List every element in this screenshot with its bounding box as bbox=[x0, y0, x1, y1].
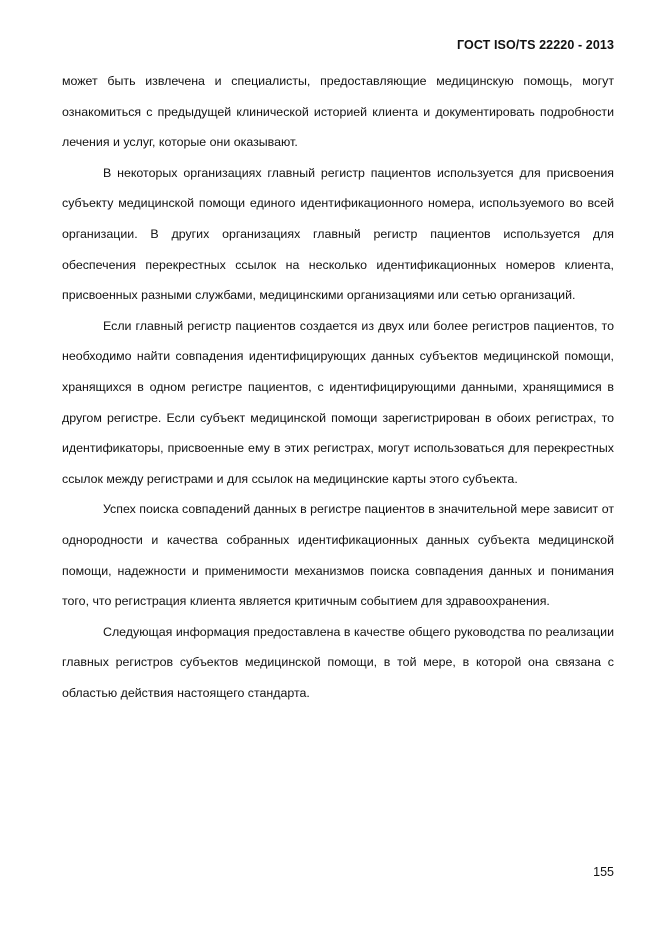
paragraph-continued: может быть извлечена и специалисты, предоставляющие медицинскую помощь, могут ознакомиться с предыдущей клинической историей клиента и документировать подробности лечения и услуг, которые они оказывают. bbox=[62, 74, 614, 150]
document-body bbox=[62, 66, 614, 708]
document-header: ГОСТ ISO/TS 22220 - 2013 bbox=[457, 38, 614, 52]
paragraph: Успех поиска совпадений данных в регистре пациентов в значительной мере зависит от однородности и качества собранных идентификационных данных субъекта медицинской помощи, надежности и применимости механизмов поиска совпадения данных и понимания того, что регистрация клиента является критичным событием для здравоохранения. bbox=[62, 502, 614, 609]
page-number: 155 bbox=[593, 865, 614, 879]
paragraph: Следующая информация предоставлена в качестве общего руководства по реализации главных регистров субъектов медицинской помощи, в той мере, в которой она связана с областью действия настоящего стандарта. bbox=[62, 624, 614, 700]
paragraph: Если главный регистр пациентов создается из двух или более регистров пациентов, то необходимо найти совпадения идентифицирующих данных субъектов медицинской помощи, хранящихся в одном регистре пациентов, с идентифицирующими данными, хранящимися в другом регистре. Если субъект медицинской помощи зарегистрирован в обоих регистрах, то идентификаторы, присвоенные ему в этих регистрах, могут использоваться для перекрестных ссылок между регистрами и для ссылок на медицинские карты этого субъекта. bbox=[62, 318, 614, 486]
paragraph: В некоторых организациях главный регистр пациентов используется для присвоения субъекту медицинской помощи единого идентификационного номера, используемого во всей организации. В других организациях главный регистр пациентов используется для обеспечения перекрестных ссылок на несколько идентификационных номеров клиента, присвоенных разными службами, медицинскими организациями или сетью организаций. bbox=[62, 165, 614, 303]
